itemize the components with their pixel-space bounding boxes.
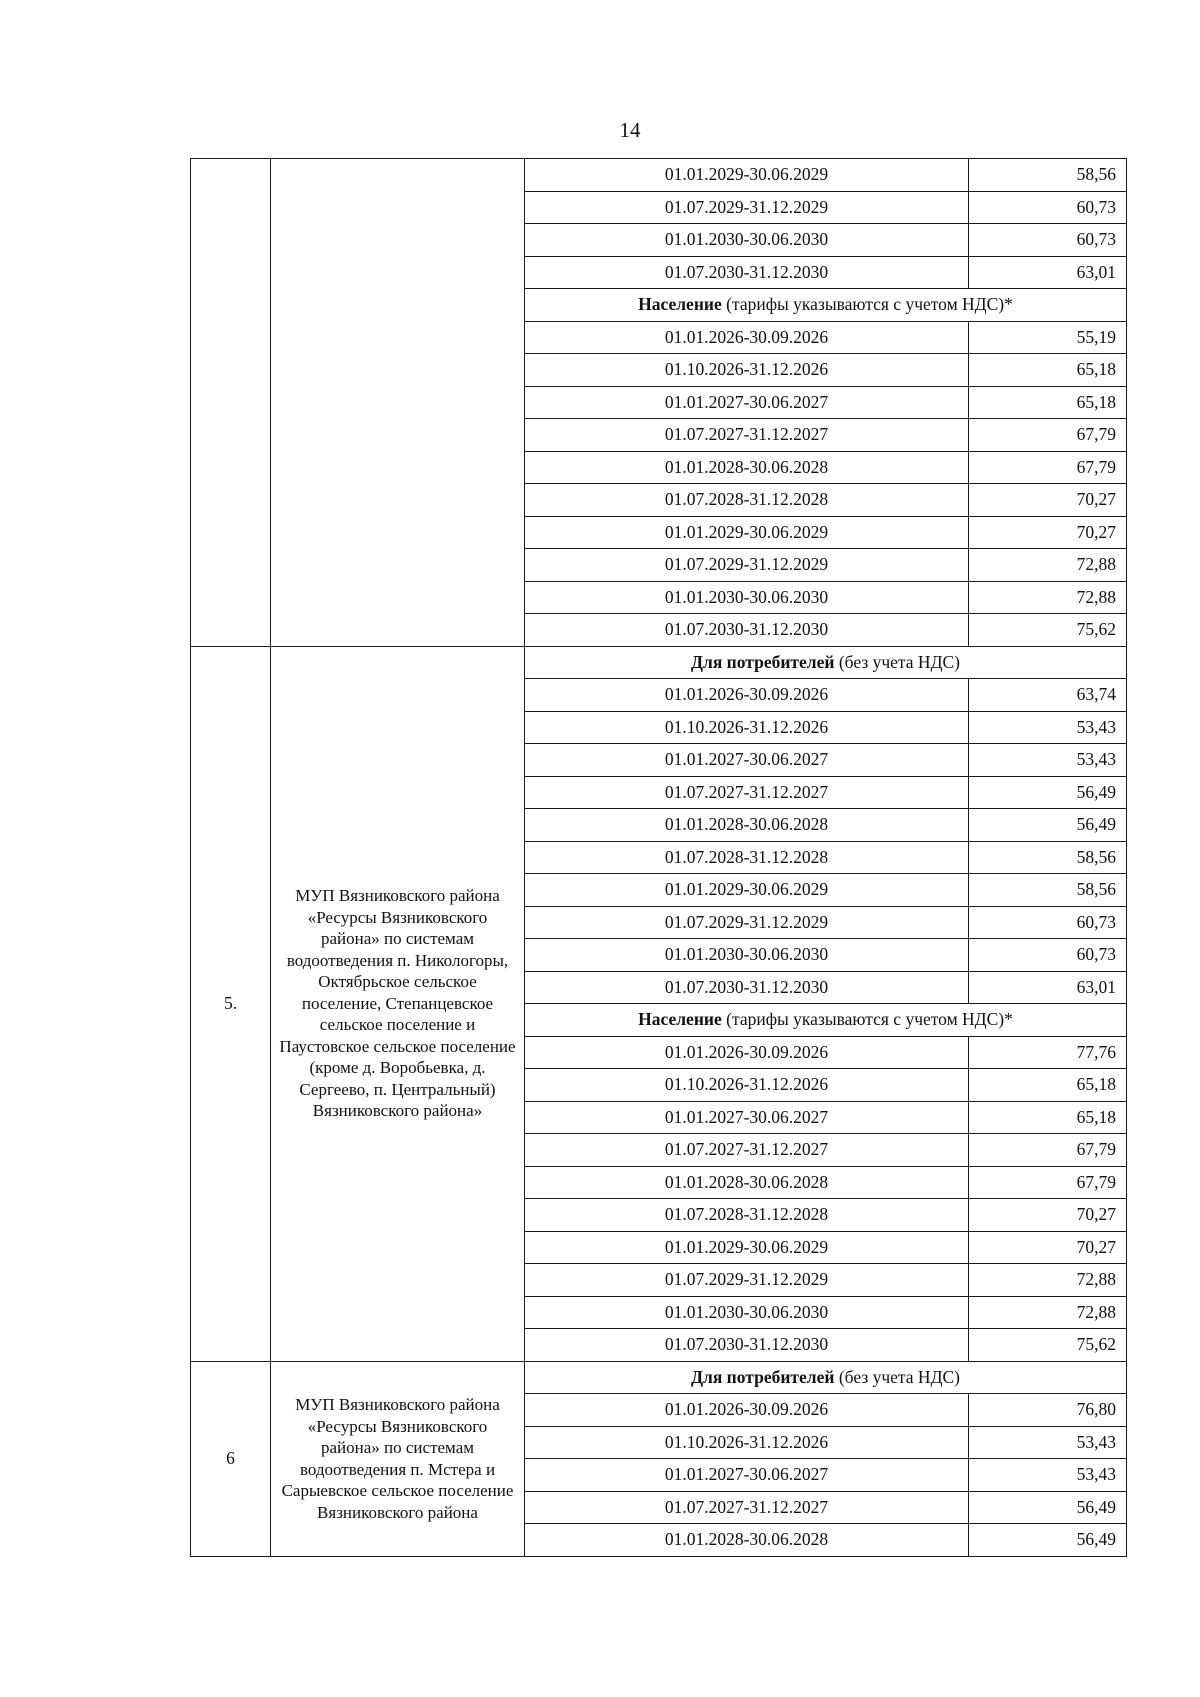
- tariff-period: 01.07.2029-31.12.2029: [525, 906, 969, 939]
- tariff-table-body: [191, 159, 1127, 1557]
- tariff-period: 01.07.2027-31.12.2027: [525, 1134, 969, 1167]
- category-note: (тарифы указываются с учетом НДС)*: [721, 294, 1013, 315]
- tariff-value: 76,80: [969, 1394, 1127, 1427]
- tariff-period: 01.01.2027-30.06.2027: [525, 1459, 969, 1492]
- tariff-value: 60,73: [969, 906, 1127, 939]
- tariff-period: 01.07.2028-31.12.2028: [525, 1199, 969, 1232]
- organization-name: МУП Вязниковского района «Ресурсы Вязниковского района» по системам водоотведения п. Мстера и Сарыевское сельское поселение Вязниковского района: [271, 1361, 525, 1556]
- tariff-period: 01.01.2030-30.06.2030: [525, 1296, 969, 1329]
- tariff-value: 58,56: [969, 874, 1127, 907]
- tariff-period: 01.01.2027-30.06.2027: [525, 386, 969, 419]
- tariff-period: 01.01.2028-30.06.2028: [525, 451, 969, 484]
- tariff-value: 63,74: [969, 679, 1127, 712]
- tariff-period: 01.01.2029-30.06.2029: [525, 159, 969, 192]
- tariff-value: 72,88: [969, 1264, 1127, 1297]
- tariff-period: 01.07.2029-31.12.2029: [525, 191, 969, 224]
- tariff-period: 01.10.2026-31.12.2026: [525, 354, 969, 387]
- tariff-value: 53,43: [969, 1426, 1127, 1459]
- tariff-period: 01.10.2026-31.12.2026: [525, 1426, 969, 1459]
- tariff-period: 01.01.2026-30.09.2026: [525, 679, 969, 712]
- tariff-period: 01.10.2026-31.12.2026: [525, 1069, 969, 1102]
- category-note: (тарифы указываются с учетом НДС)*: [721, 1009, 1013, 1030]
- tariff-period: 01.07.2030-31.12.2030: [525, 256, 969, 289]
- category-title: Для потребителей: [690, 651, 835, 672]
- tariff-period: 01.07.2027-31.12.2027: [525, 1491, 969, 1524]
- tariff-period: 01.07.2029-31.12.2029: [525, 1264, 969, 1297]
- tariff-period: 01.01.2030-30.06.2030: [525, 224, 969, 257]
- tariff-value: 55,19: [969, 321, 1127, 354]
- tariff-value: 60,73: [969, 191, 1127, 224]
- tariff-period: 01.07.2030-31.12.2030: [525, 971, 969, 1004]
- section-number: [191, 159, 271, 647]
- tariff-value: 58,56: [969, 841, 1127, 874]
- tariff-period: 01.10.2026-31.12.2026: [525, 711, 969, 744]
- tariff-value: 65,18: [969, 1101, 1127, 1134]
- tariff-table: [190, 158, 1127, 1557]
- tariff-period: 01.01.2029-30.06.2029: [525, 1231, 969, 1264]
- tariff-period: 01.07.2030-31.12.2030: [525, 1329, 969, 1362]
- tariff-value: 56,49: [969, 776, 1127, 809]
- tariff-value: 70,27: [969, 1199, 1127, 1232]
- tariff-period: 01.01.2030-30.06.2030: [525, 581, 969, 614]
- tariff-period: 01.07.2027-31.12.2027: [525, 419, 969, 452]
- tariff-value: 67,79: [969, 419, 1127, 452]
- category-note: (без учета НДС): [834, 651, 961, 672]
- section-number: 6: [191, 1361, 271, 1556]
- tariff-value: 60,73: [969, 224, 1127, 257]
- tariff-period: 01.01.2026-30.09.2026: [525, 321, 969, 354]
- tariff-value: 65,18: [969, 354, 1127, 387]
- tariff-value: 75,62: [969, 1329, 1127, 1362]
- tariff-period: 01.01.2028-30.06.2028: [525, 1524, 969, 1557]
- tariff-value: 67,79: [969, 451, 1127, 484]
- category-title: Население: [638, 294, 722, 315]
- tariff-value: 53,43: [969, 1459, 1127, 1492]
- tariff-period: 01.07.2027-31.12.2027: [525, 776, 969, 809]
- category-title: Для потребителей: [690, 1366, 835, 1387]
- tariff-value: 53,43: [969, 744, 1127, 777]
- tariff-value: 60,73: [969, 939, 1127, 972]
- section-number: 5.: [191, 646, 271, 1361]
- tariff-value: 77,76: [969, 1036, 1127, 1069]
- tariff-value: 67,79: [969, 1166, 1127, 1199]
- category-row: [191, 646, 1127, 679]
- tariff-period: 01.07.2028-31.12.2028: [525, 841, 969, 874]
- tariff-value: 53,43: [969, 711, 1127, 744]
- tariff-period: 01.01.2029-30.06.2029: [525, 874, 969, 907]
- tariff-period: 01.01.2030-30.06.2030: [525, 939, 969, 972]
- tariff-value: 70,27: [969, 1231, 1127, 1264]
- consumer-category: [525, 1361, 1127, 1394]
- tariff-value: 58,56: [969, 159, 1127, 192]
- tariff-value: 65,18: [969, 386, 1127, 419]
- tariff-value: 63,01: [969, 256, 1127, 289]
- tariff-period: 01.01.2028-30.06.2028: [525, 809, 969, 842]
- tariff-period: 01.07.2029-31.12.2029: [525, 549, 969, 582]
- consumer-category: [525, 289, 1127, 322]
- category-note: (без учета НДС): [834, 1366, 961, 1387]
- table-row: [191, 159, 1127, 192]
- tariff-table-container: [190, 158, 1126, 1557]
- tariff-value: 63,01: [969, 971, 1127, 1004]
- tariff-value: 72,88: [969, 549, 1127, 582]
- category-row: [191, 1361, 1127, 1394]
- tariff-value: 72,88: [969, 1296, 1127, 1329]
- consumer-category: [525, 1004, 1127, 1037]
- page-number: 14: [619, 118, 641, 142]
- organization-name: МУП Вязниковского района «Ресурсы Вязниковского района» по системам водоотведения п. Никологоры, Октябрьское сельское поселение, Степанцевское сельское поселение и Паустовское сельское поселение (кроме д. Воробьевка, д. Сергеево, п. Центральный) Вязниковского района»: [271, 646, 525, 1361]
- tariff-period: 01.01.2026-30.09.2026: [525, 1394, 969, 1427]
- category-title: Население: [638, 1009, 722, 1030]
- tariff-period: 01.01.2026-30.09.2026: [525, 1036, 969, 1069]
- tariff-value: 56,49: [969, 1491, 1127, 1524]
- tariff-period: 01.01.2027-30.06.2027: [525, 744, 969, 777]
- tariff-value: 70,27: [969, 484, 1127, 517]
- tariff-period: 01.01.2029-30.06.2029: [525, 516, 969, 549]
- tariff-value: 75,62: [969, 614, 1127, 647]
- tariff-value: 65,18: [969, 1069, 1127, 1102]
- tariff-value: 56,49: [969, 1524, 1127, 1557]
- consumer-category: [525, 646, 1127, 679]
- tariff-value: 67,79: [969, 1134, 1127, 1167]
- tariff-period: 01.07.2028-31.12.2028: [525, 484, 969, 517]
- tariff-period: 01.01.2027-30.06.2027: [525, 1101, 969, 1134]
- tariff-period: 01.01.2028-30.06.2028: [525, 1166, 969, 1199]
- tariff-value: 70,27: [969, 516, 1127, 549]
- tariff-value: 72,88: [969, 581, 1127, 614]
- tariff-value: 56,49: [969, 809, 1127, 842]
- tariff-period: 01.07.2030-31.12.2030: [525, 614, 969, 647]
- organization-name: [271, 159, 525, 647]
